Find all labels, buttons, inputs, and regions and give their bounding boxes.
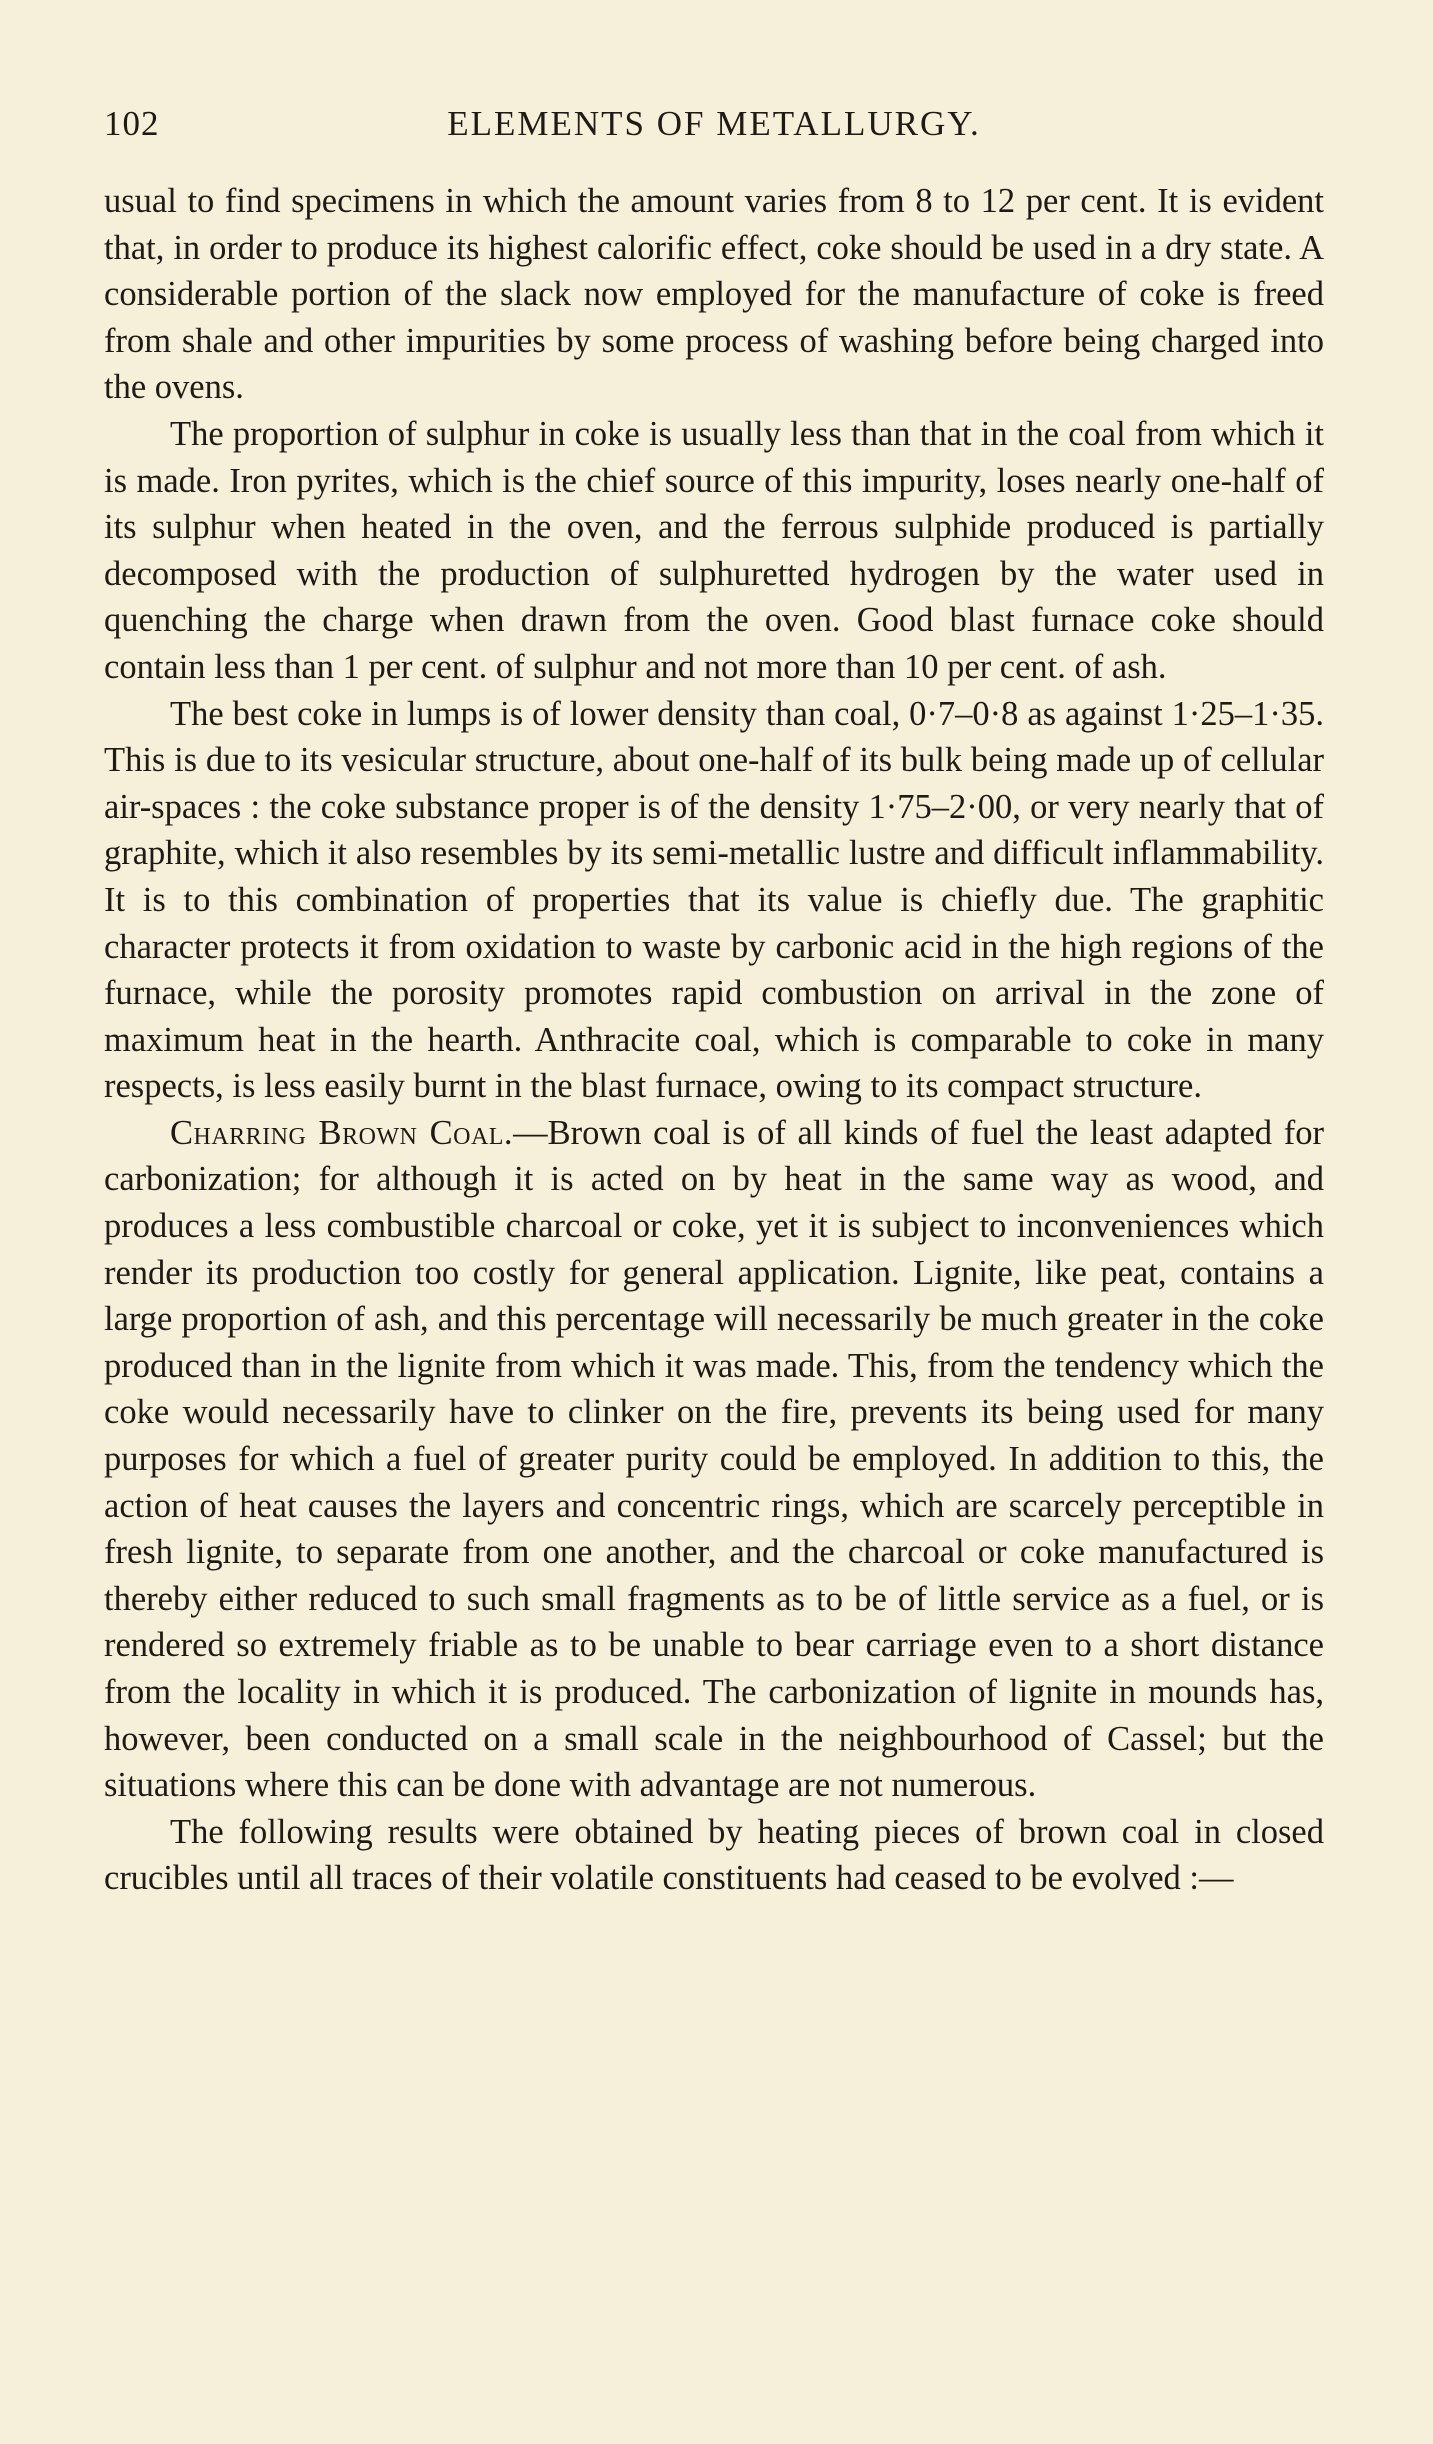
paragraph-coke-density: The best coke in lumps is of lower density than coal, 0·7–0·8 as against 1·25–1·35. This is due to its vesicular structure, about one-half of its bulk being made up of cellular air-spaces : the coke substance proper is of the density 1·75–2·00, or very nearly that of graphite, which it also resembles by its semi-metallic lustre and difficult inflammability. It is to this combination of properties that its value is chiefly due. The graphitic character protects it from oxidation to waste by carbonic acid in the high regions of the furnace, while the porosity promotes rapid combustion on arrival in the zone of maximum heat in the hearth. Anthracite coal, which is comparable to coke in many respects, is less easily burnt in the blast furnace, owing to its compact structure.	[104, 694, 1324, 1106]
paragraph-charring-brown-coal	[104, 1110, 1324, 1809]
page-number: 102	[104, 104, 160, 143]
paragraph-sulphur: The proportion of sulphur in coke is usually less than that in the coal from which it is made. Iron pyrites, which is the chief source of this impurity, loses nearly one-half of its sulphur when heated in the oven, and the ferrous sulphide produced is partially decomposed with the production of sulphuretted hydrogen by the water used in quenching the charge when drawn from the oven. Good blast furnace coke should contain less than 1 per cent. of sulphur and not more than 10 per cent. of ash.	[104, 414, 1324, 686]
paragraph-results-intro: The following results were obtained by heating pieces of brown coal in closed crucibles until all traces of their volatile constituents had ceased to be evolved :—	[104, 1812, 1324, 1898]
section-heading: Charring Brown Coal.	[170, 1113, 514, 1152]
page-header	[104, 104, 1324, 154]
paragraph-continued: usual to find specimens in which the amount varies from 8 to 12 per cent. It is evident that, in order to produce its highest calorific effect, coke should be used in a dry state. A considerable portion of the slack now employed for the manufacture of coke is freed from shale and other impurities by some process of washing before being charged into the ovens.	[104, 182, 1324, 407]
body-text	[104, 178, 1324, 1902]
paragraph-text: —Brown coal is of all kinds of fuel the least adapted for carbonization; for although it is acted on by heat in the same way as wood, and produces a less combustible charcoal or coke, yet it is subject to inconveniences which render its production too costly for general application. Lignite, like peat, contains a large proportion of ash, and this percentage will necessarily be much greater in the coke produced than in the lignite from which it was made. This, from the tendency which the coke would necessarily have to clinker on the fire, prevents its being used for many purposes for which a fuel of greater purity could be employed. In addition to this, the action of heat causes the layers and concentric rings, which are scarcely perceptible in fresh lignite, to separate from one another, and the charcoal or coke manufactured is thereby either reduced to such small fragments as to be of little service as a fuel, or is rendered so extremely friable as to be unable to bear carriage even to a short distance from the locality in which it is produced. The carbonization of lignite in mounds has, however, been conducted on a small scale in the neighbourhood of Cassel; but the situations where this can be done with advantage are not numerous.	[104, 1113, 1324, 1805]
running-head: ELEMENTS OF METALLURGY.	[447, 104, 981, 143]
